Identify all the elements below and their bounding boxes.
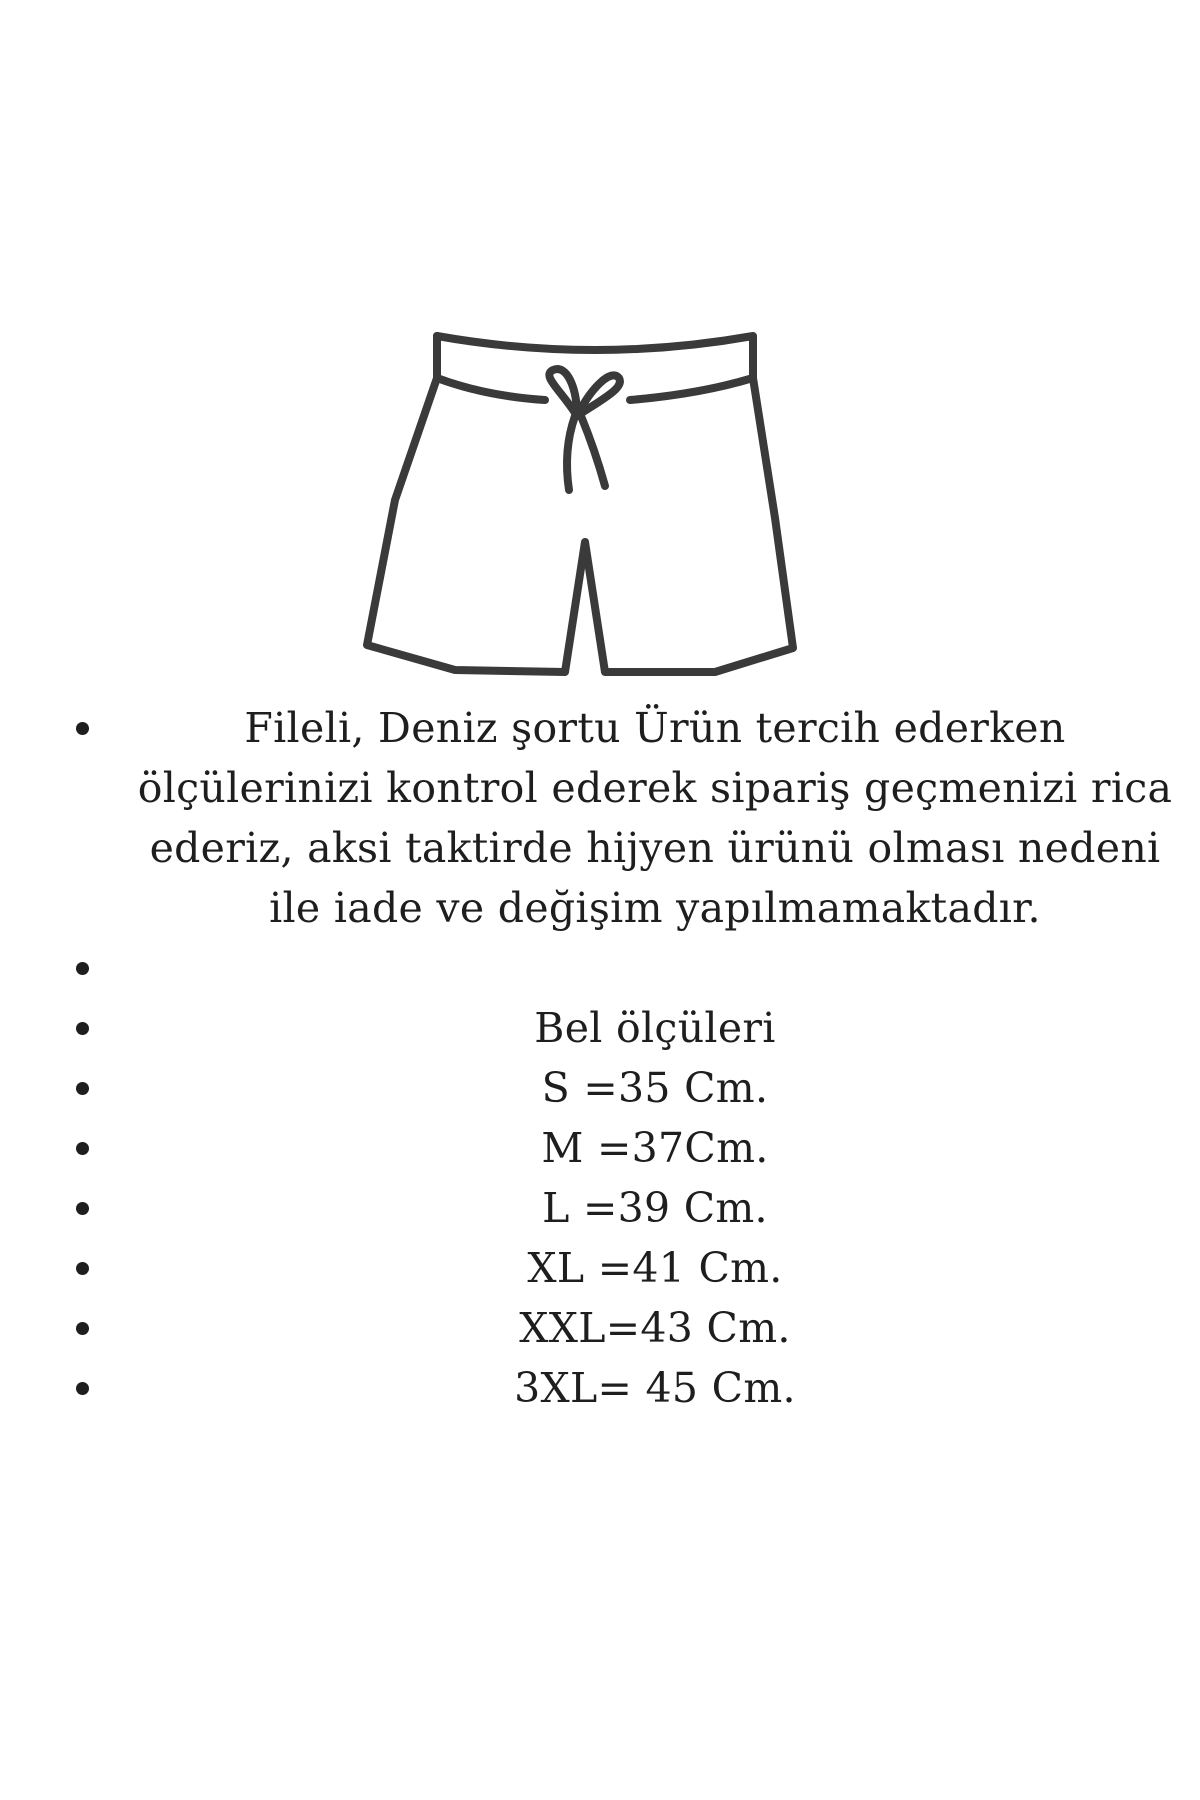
list-item-size-l: [0, 1178, 1200, 1238]
list-item-size-xl: [0, 1238, 1200, 1298]
description-text: Fileli, Deniz şortu Ürün tercih ederken ölçülerinizi kontrol ederek sipariş geçmenizi rica ederiz, aksi taktirde hijyen ürünü olması nedeni ile iade ve değişim yapılmamaktadır.: [137, 704, 1173, 932]
bullet-icon: [76, 1022, 89, 1035]
size-3xl: 3XL= 45 Cm.: [514, 1364, 796, 1412]
size-s: S =35 Cm.: [541, 1064, 769, 1112]
bullet-icon: [76, 722, 89, 735]
list-item-size-3xl: [0, 1358, 1200, 1418]
list-item-empty: [0, 938, 1200, 998]
size-l: L =39 Cm.: [542, 1184, 768, 1232]
empty-text: [130, 938, 1180, 998]
bullet-icon: [76, 962, 89, 975]
size-m: M =37Cm.: [541, 1124, 769, 1172]
bullet-icon: [76, 1142, 89, 1155]
list-item-size-s: [0, 1058, 1200, 1118]
info-list: [0, 698, 1200, 1418]
bullet-icon: [76, 1202, 89, 1215]
swim-shorts-icon: [355, 330, 845, 700]
list-item-size-xxl: [0, 1298, 1200, 1358]
size-xl: XL =41 Cm.: [527, 1244, 783, 1292]
list-item-description: [0, 698, 1200, 938]
size-heading: Bel ölçüleri: [534, 1004, 776, 1052]
size-xxl: XXL=43 Cm.: [519, 1304, 791, 1352]
bullet-icon: [76, 1262, 89, 1275]
list-item-size-heading: [0, 998, 1200, 1058]
bullet-icon: [76, 1082, 89, 1095]
list-item-size-m: [0, 1118, 1200, 1178]
bullet-icon: [76, 1382, 89, 1395]
bullet-icon: [76, 1322, 89, 1335]
